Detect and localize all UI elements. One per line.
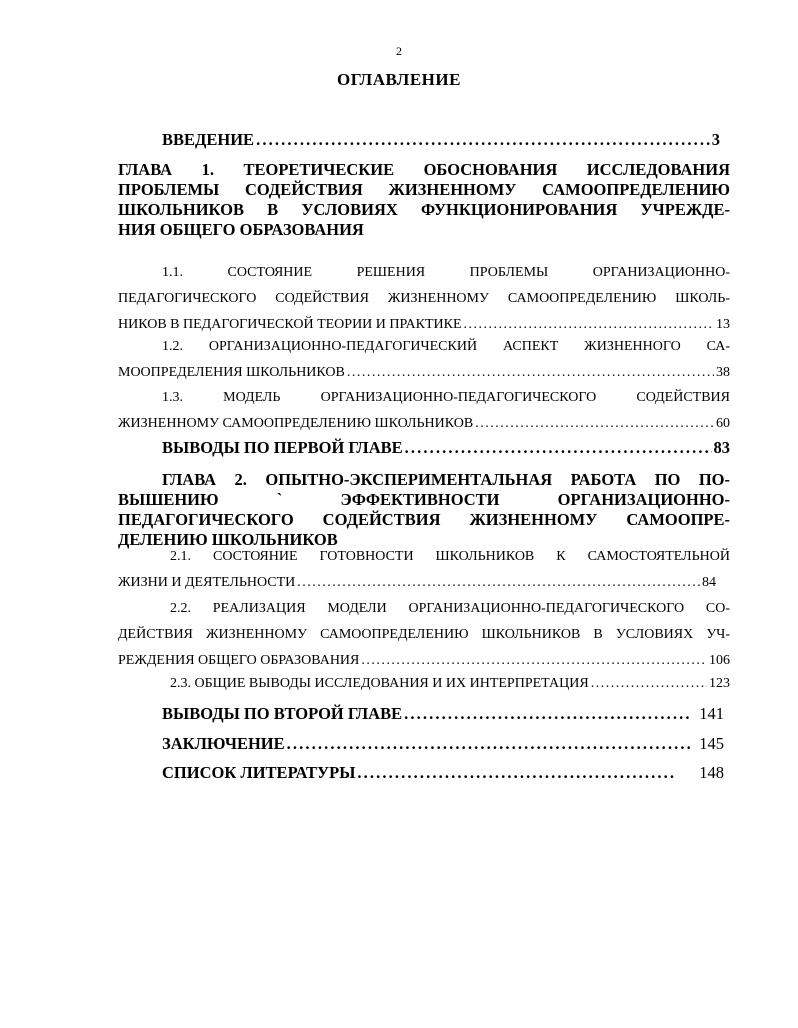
section-line: ЖИЗНЕННОМУ САМООПРЕДЕЛЕНИЮ ШКОЛЬНИКОВ (118, 416, 474, 431)
toc-label: ВЫВОДЫ ПО ПЕРВОЙ ГЛАВЕ (162, 438, 403, 457)
toc-page-number: 84 (702, 575, 716, 590)
toc-page-number: 13 (716, 317, 730, 332)
section-line: ДЕЙСТВИЯ ЖИЗНЕННОМУ САМООПРЕДЕЛЕНИЮ ШКОЛЬНИКОВ В УСЛОВИЯХ УЧ- (118, 627, 730, 642)
toc-label: ВВЕДЕНИЕ (162, 130, 255, 149)
section-line: РЕЖДЕНИЯ ОБЩЕГО ОБРАЗОВАНИЯ (118, 653, 360, 668)
chapter-2-line: ВЫШЕНИЮ ` ЭФФЕКТИВНОСТИ ОРГАНИЗАЦИОННО- (118, 490, 730, 509)
toc-leader-dots (347, 360, 714, 386)
toc-chapter-2-heading[interactable] (118, 470, 730, 550)
toc-page-number: 145 (699, 734, 724, 753)
toc-label: ВЫВОДЫ ПО ВТОРОЙ ГЛАВЕ (162, 704, 403, 723)
section-line: МООПРЕДЕЛЕНИЯ ШКОЛЬНИКОВ (118, 365, 345, 380)
chapter-2-line: ДЕЛЕНИЮ ШКОЛЬНИКОВ (118, 530, 338, 549)
toc-section-1-2[interactable] (118, 334, 730, 386)
chapter-1-line: НИЯ ОБЩЕГО ОБРАЗОВАНИЯ (118, 220, 364, 239)
page-title: ОГЛАВЛЕНИЕ (337, 70, 461, 89)
section-line: 2.3. ОБЩИЕ ВЫВОДЫ ИССЛЕДОВАНИЯ И ИХ ИНТЕРПРЕТАЦИЯ (170, 676, 589, 691)
toc-leader-dots (297, 570, 700, 596)
section-line: 1.2. ОРГАНИЗАЦИОННО-ПЕДАГОГИЧЕСКИЙ АСПЕКТ ЖИЗНЕННОГО СА- (162, 339, 730, 354)
page-number: 2 (396, 44, 402, 58)
toc-label: ЗАКЛЮЧЕНИЕ (162, 734, 285, 753)
toc-entry-conclusions-chapter-1[interactable] (162, 438, 730, 458)
toc-leader-dots (591, 676, 707, 692)
toc-page-number: 60 (716, 416, 730, 431)
toc-leader-dots (405, 438, 712, 458)
toc-entry-references[interactable] (162, 763, 724, 783)
chapter-1-line: ГЛАВА 1. ТЕОРЕТИЧЕСКИЕ ОБОСНОВАНИЯ ИССЛЕДОВАНИЯ (118, 160, 730, 179)
toc-label: СПИСОК ЛИТЕРАТУРЫ (162, 763, 356, 782)
toc-section-2-2[interactable] (118, 596, 730, 674)
toc-entry-conclusion[interactable] (162, 734, 724, 754)
toc-page-number: 83 (713, 438, 730, 457)
toc-page-number: 141 (699, 704, 724, 723)
toc-page-number: 148 (699, 763, 724, 782)
toc-section-1-1[interactable] (118, 260, 730, 338)
section-line: ПЕДАГОГИЧЕСКОГО СОДЕЙСТВИЯ ЖИЗНЕННОМУ САМООПРЕДЕЛЕНИЮ ШКОЛЬ- (118, 291, 730, 306)
section-line: ЖИЗНИ И ДЕЯТЕЛЬНОСТИ (118, 575, 296, 590)
chapter-1-line: ПРОБЛЕМЫ СОДЕЙСТВИЯ ЖИЗНЕННОМУ САМООПРЕДЕЛЕНИЮ (118, 180, 730, 199)
chapter-2-line: ГЛАВА 2. ОПЫТНО-ЭКСПЕРИМЕНТАЛЬНАЯ РАБОТА ПО ПО- (162, 470, 730, 489)
toc-leader-dots (361, 648, 707, 674)
toc-section-2-1[interactable] (118, 544, 730, 596)
toc-leader-dots (287, 734, 694, 754)
toc-page-number: 123 (709, 676, 730, 691)
section-line: 2.1. СОСТОЯНИЕ ГОТОВНОСТИ ШКОЛЬНИКОВ К САМОСТОЯТЕЛЬНОЙ (170, 549, 730, 564)
toc-page-number: 38 (716, 365, 730, 380)
toc-page-number: 106 (709, 653, 730, 668)
toc-leader-dots (357, 763, 675, 783)
chapter-1-line: ШКОЛЬНИКОВ В УСЛОВИЯХ ФУНКЦИОНИРОВАНИЯ УЧРЕЖДЕ- (118, 200, 730, 219)
toc-entry-conclusions-chapter-2[interactable] (162, 704, 724, 724)
toc-leader-dots (475, 411, 714, 437)
chapter-2-line: ПЕДАГОГИЧЕСКОГО СОДЕЙСТВИЯ ЖИЗНЕННОМУ САМООПРЕ- (118, 510, 730, 529)
toc-entry-introduction[interactable] (162, 130, 720, 150)
toc-leader-dots (256, 130, 710, 150)
toc-section-1-3[interactable] (118, 385, 730, 437)
section-line: 2.2. РЕАЛИЗАЦИЯ МОДЕЛИ ОРГАНИЗАЦИОННО-ПЕДАГОГИЧЕСКОГО СО- (170, 601, 730, 616)
toc-leader-dots (404, 704, 691, 724)
section-line: НИКОВ В ПЕДАГОГИЧЕСКОЙ ТЕОРИИ И ПРАКТИКЕ (118, 317, 462, 332)
toc-section-2-3[interactable] (170, 676, 730, 692)
section-line: 1.1. СОСТОЯНИЕ РЕШЕНИЯ ПРОБЛЕМЫ ОРГАНИЗАЦИОННО- (162, 265, 730, 280)
toc-chapter-1-heading[interactable] (118, 160, 730, 240)
toc-page-number: 3 (711, 130, 720, 149)
section-line: 1.3. МОДЕЛЬ ОРГАНИЗАЦИОННО-ПЕДАГОГИЧЕСКОГО СОДЕЙСТВИЯ (162, 390, 730, 405)
